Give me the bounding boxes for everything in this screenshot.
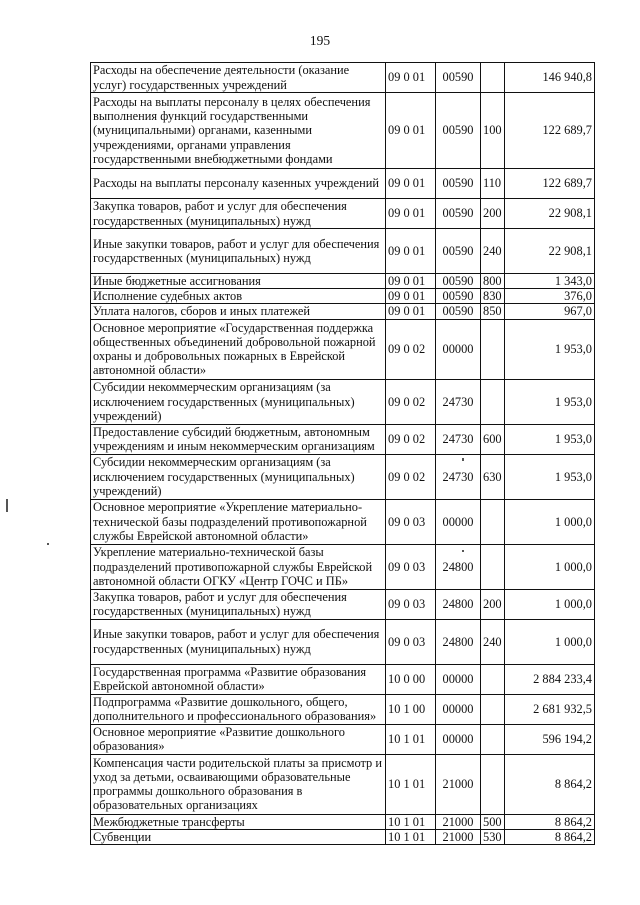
- row-sum: 1 953,0: [505, 379, 595, 424]
- scan-artifact-mark: [462, 550, 464, 552]
- row-name: Государственная программа «Развитие образования Еврейской автономной области»: [91, 664, 386, 694]
- row-section: 09 0 01: [386, 63, 436, 93]
- table-row: [91, 274, 595, 289]
- row-vr: [481, 754, 505, 814]
- row-csr: 24800: [436, 619, 481, 664]
- table-row: [91, 499, 595, 544]
- row-csr: 21000: [436, 754, 481, 814]
- row-name: Исполнение судебных актов: [91, 289, 386, 304]
- row-name: Субсидии некоммерческим организациям (за исключением государственных (муниципальных) учреждений): [91, 454, 386, 499]
- row-csr: 24730: [436, 379, 481, 424]
- table-row: [91, 619, 595, 664]
- row-name: Основное мероприятие «Развитие дошкольного образования»: [91, 724, 386, 754]
- row-vr: 850: [481, 304, 505, 319]
- row-csr: 00000: [436, 319, 481, 379]
- row-csr: 24800: [436, 589, 481, 619]
- row-vr: 110: [481, 169, 505, 199]
- row-vr: 200: [481, 589, 505, 619]
- row-section: 10 1 01: [386, 724, 436, 754]
- row-section: 09 0 01: [386, 169, 436, 199]
- row-csr: 00590: [436, 274, 481, 289]
- row-name: Иные закупки товаров, работ и услуг для обеспечения государственных (муниципальных) нужд: [91, 619, 386, 664]
- row-csr: 21000: [436, 814, 481, 829]
- row-section: 10 0 00: [386, 664, 436, 694]
- table-row: [91, 304, 595, 319]
- row-sum: 1 953,0: [505, 319, 595, 379]
- row-section: 09 0 01: [386, 199, 436, 229]
- table-row: [91, 814, 595, 829]
- row-sum: 22 908,1: [505, 199, 595, 229]
- row-section: 09 0 02: [386, 319, 436, 379]
- row-section: 10 1 00: [386, 694, 436, 724]
- table-row: [91, 63, 595, 93]
- row-name: Расходы на обеспечение деятельности (оказание услуг) государственных учреждений: [91, 63, 386, 93]
- row-csr: 00590: [436, 199, 481, 229]
- row-name: Закупка товаров, работ и услуг для обеспечения государственных (муниципальных) нужд: [91, 589, 386, 619]
- row-section: 10 1 01: [386, 754, 436, 814]
- row-sum: 8 864,2: [505, 829, 595, 844]
- table-row: [91, 694, 595, 724]
- row-name: Иные закупки товаров, работ и услуг для обеспечения государственных (муниципальных) нужд: [91, 229, 386, 274]
- row-name: Субсидии некоммерческим организациям (за исключением государственных (муниципальных) учреждений): [91, 379, 386, 424]
- row-vr: [481, 319, 505, 379]
- row-sum: 967,0: [505, 304, 595, 319]
- row-vr: 800: [481, 274, 505, 289]
- row-name: Компенсация части родительской платы за присмотр и уход за детьми, осваивающими образовательные программы дошкольного образования в образовательных организациях: [91, 754, 386, 814]
- row-vr: 630: [481, 454, 505, 499]
- row-csr: 21000: [436, 829, 481, 844]
- table-row: [91, 454, 595, 499]
- row-name: Уплата налогов, сборов и иных платежей: [91, 304, 386, 319]
- page-number: 195: [309, 33, 331, 48]
- row-section: 09 0 01: [386, 93, 436, 169]
- row-section: 09 0 03: [386, 544, 436, 589]
- row-csr: 00000: [436, 664, 481, 694]
- row-sum: 1 343,0: [505, 274, 595, 289]
- row-section: 09 0 01: [386, 304, 436, 319]
- row-section: 09 0 03: [386, 499, 436, 544]
- table-row: [91, 589, 595, 619]
- row-vr: 500: [481, 814, 505, 829]
- row-vr: [481, 694, 505, 724]
- row-sum: 1 000,0: [505, 619, 595, 664]
- row-sum: 2 681 932,5: [505, 694, 595, 724]
- scan-artifact-mark: [6, 499, 8, 512]
- row-section: 09 0 01: [386, 274, 436, 289]
- row-csr: 00000: [436, 694, 481, 724]
- row-csr: 00590: [436, 63, 481, 93]
- table-row: [91, 379, 595, 424]
- row-section: 10 1 01: [386, 814, 436, 829]
- row-vr: 240: [481, 229, 505, 274]
- row-vr: 600: [481, 424, 505, 454]
- row-name: Иные бюджетные ассигнования: [91, 274, 386, 289]
- scan-artifact-mark: [462, 458, 464, 461]
- row-vr: 530: [481, 829, 505, 844]
- row-vr: [481, 724, 505, 754]
- row-csr: 00590: [436, 93, 481, 169]
- row-vr: 100: [481, 93, 505, 169]
- row-section: 09 0 02: [386, 454, 436, 499]
- row-vr: [481, 544, 505, 589]
- table-row: [91, 289, 595, 304]
- row-name: Основное мероприятие «Государственная поддержка общественных объединений добровольной пожарной охраны и добровольных пожарных в Еврейской автономной области»: [91, 319, 386, 379]
- row-sum: 122 689,7: [505, 169, 595, 199]
- row-name: Закупка товаров, работ и услуг для обеспечения государственных (муниципальных) нужд: [91, 199, 386, 229]
- row-section: 09 0 02: [386, 424, 436, 454]
- table-row: [91, 754, 595, 814]
- row-vr: [481, 664, 505, 694]
- row-vr: [481, 499, 505, 544]
- row-section: 10 1 01: [386, 829, 436, 844]
- row-vr: 830: [481, 289, 505, 304]
- row-csr: 24730: [436, 424, 481, 454]
- row-csr: 00000: [436, 724, 481, 754]
- row-name: Субвенции: [91, 829, 386, 844]
- table-row: [91, 169, 595, 199]
- row-sum: 8 864,2: [505, 814, 595, 829]
- row-csr: 00590: [436, 289, 481, 304]
- row-sum: 146 940,8: [505, 63, 595, 93]
- row-csr: 24800: [436, 544, 481, 589]
- table-row: [91, 319, 595, 379]
- scan-artifact-mark: [47, 543, 49, 545]
- row-sum: 1 000,0: [505, 499, 595, 544]
- row-section: 09 0 03: [386, 619, 436, 664]
- row-csr: 00590: [436, 304, 481, 319]
- row-sum: 2 884 233,4: [505, 664, 595, 694]
- row-name: Укрепление материально-технической базы подразделений противопожарной службы Еврейской автономной области ОГКУ «Центр ГОЧС и ПБ»: [91, 544, 386, 589]
- row-section: 09 0 01: [386, 229, 436, 274]
- row-vr: 240: [481, 619, 505, 664]
- row-sum: 596 194,2: [505, 724, 595, 754]
- row-sum: 8 864,2: [505, 754, 595, 814]
- table-row: [91, 229, 595, 274]
- row-vr: [481, 63, 505, 93]
- row-csr: 00590: [436, 229, 481, 274]
- table-row: [91, 664, 595, 694]
- table-row: [91, 544, 595, 589]
- row-section: 09 0 01: [386, 289, 436, 304]
- row-name: Подпрограмма «Развитие дошкольного, общего, дополнительного и профессионального образования»: [91, 694, 386, 724]
- row-sum: 122 689,7: [505, 93, 595, 169]
- row-sum: 22 908,1: [505, 229, 595, 274]
- table-row: [91, 424, 595, 454]
- row-name: Межбюджетные трансферты: [91, 814, 386, 829]
- table-row: [91, 93, 595, 169]
- row-name: Расходы на выплаты персоналу казенных учреждений: [91, 169, 386, 199]
- row-name: Расходы на выплаты персоналу в целях обеспечения выполнения функций государственными (муниципальными) органами, казенными учреждениями, органами управления государственными внебюджетными фондами: [91, 93, 386, 169]
- row-csr: 00000: [436, 499, 481, 544]
- table-row: [91, 724, 595, 754]
- row-name: Основное мероприятие «Укрепление материально-технической базы подразделений противопожарной службы Еврейской автономной области»: [91, 499, 386, 544]
- table-row: [91, 199, 595, 229]
- row-name: Предоставление субсидий бюджетным, автономным учреждениям и иным некоммерческим организациям: [91, 424, 386, 454]
- row-vr: [481, 379, 505, 424]
- row-sum: 1 000,0: [505, 544, 595, 589]
- row-sum: 376,0: [505, 289, 595, 304]
- budget-table: [90, 62, 595, 845]
- row-sum: 1 953,0: [505, 454, 595, 499]
- row-section: 09 0 02: [386, 379, 436, 424]
- row-csr: 00590: [436, 169, 481, 199]
- row-sum: 1 953,0: [505, 424, 595, 454]
- row-section: 09 0 03: [386, 589, 436, 619]
- row-sum: 1 000,0: [505, 589, 595, 619]
- row-csr: 24730: [436, 454, 481, 499]
- row-vr: 200: [481, 199, 505, 229]
- table-row: [91, 829, 595, 844]
